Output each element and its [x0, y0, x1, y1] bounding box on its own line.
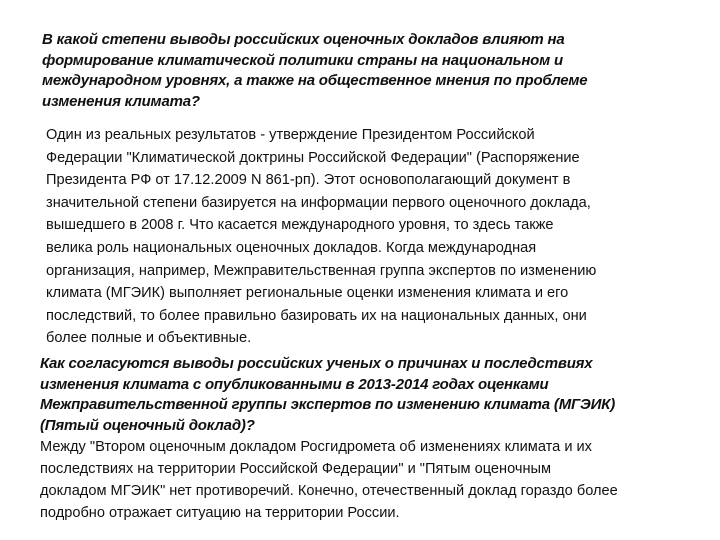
text-line: более полные и объективные. [46, 330, 252, 347]
text-line: формирование климатической политики страны на национальном и [42, 51, 563, 69]
text-line: изменения климата? [42, 92, 200, 110]
text-line: значительной степени базируется на информации первого оценочного доклада, [46, 194, 591, 211]
text-line: последствиях на территории Российской Федерации" и "Пятым оценочным [40, 461, 552, 477]
text-line: Между "Втором оценочным докладом Росгидромета об изменениях климата и их [40, 439, 592, 455]
text-line: В какой степени выводы российских оценочных докладов влияют на [42, 31, 565, 48]
text-line: велика роль национальных оценочных докладов. Когда международная [46, 239, 537, 256]
answer-2 [40, 436, 618, 524]
text-line: Как согласуются выводы российских ученых о причинах и последствиях [40, 355, 593, 372]
question-2 [40, 354, 615, 436]
text-line: подробно отражает ситуацию на территории России. [40, 505, 400, 521]
question-1 [42, 30, 587, 112]
text-line: последствий, то более правильно базировать их на национальных данных, они [46, 307, 587, 324]
answer-1 [46, 124, 596, 350]
text-line: организация, например, Межправительственная группа экспертов по изменению [46, 262, 597, 279]
text-line: докладом МГЭИК" нет противоречий. Конечно, отечественный доклад гораздо более [40, 483, 618, 499]
text-line: изменения климата с опубликованными в 2013-2014 годах оценками [40, 375, 549, 393]
text-line: климата (МГЭИК) выполняет региональные оценки изменения климата и его [46, 285, 569, 302]
text-line: международном уровнях, а также на общественное мнения по проблеме [42, 72, 588, 89]
text-line: Федерации "Климатической доктрины Российской Федерации" (Распоряжение [46, 149, 580, 166]
text-line: вышедшего в 2008 г. Что касается международного уровня, то здесь также [46, 217, 554, 234]
text-line: Один из реальных результатов - утверждение Президентом Российской [46, 127, 535, 143]
text-line: (Пятый оценочный доклад)? [40, 416, 255, 434]
text-line: Межправительственной группы экспертов по изменению климата (МГЭИК) [40, 396, 615, 413]
text-line: Президента РФ от 17.12.2009 N 861-рп). Этот основополагающий документ в [46, 172, 571, 189]
